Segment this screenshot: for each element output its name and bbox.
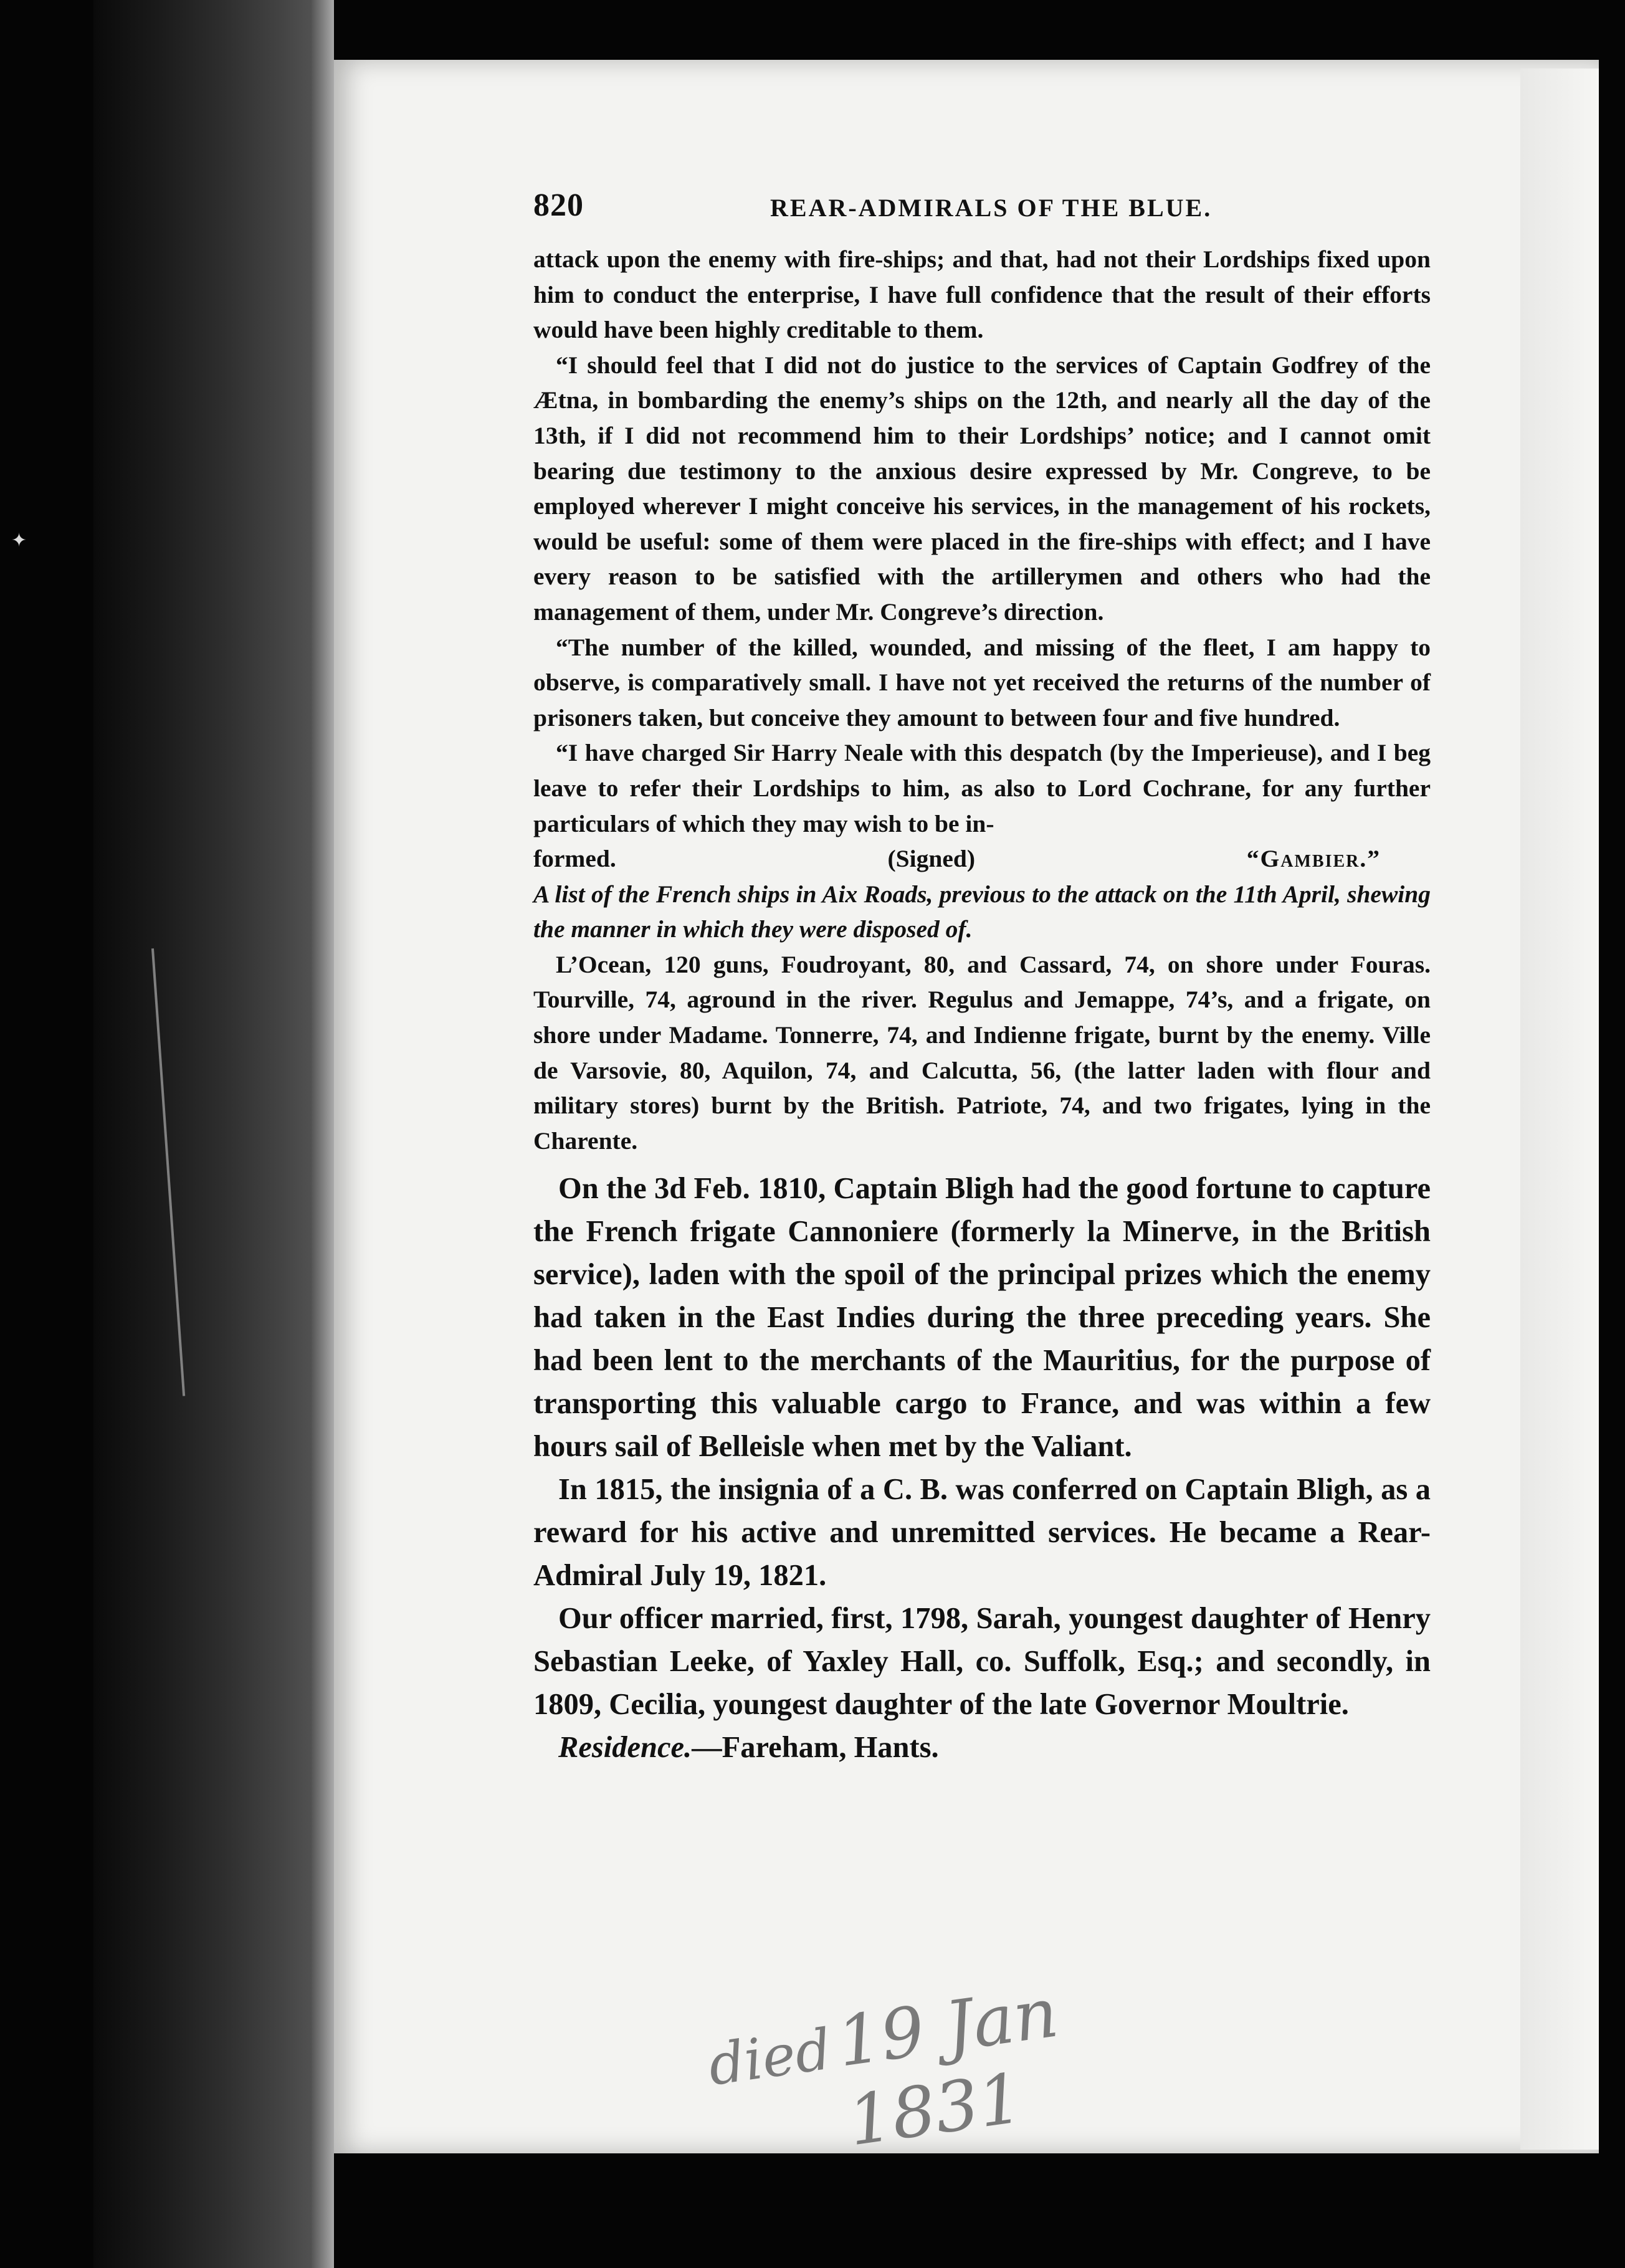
narrative-paragraph: Our officer married, first, 1798, Sarah, youngest daughter of Henry Sebastian Leeke, of Yaxley Hall, co. Suffolk, Esq.; and secondly, in 1809, Cecilia, youngest daughter of the late Governor Moultrie. xyxy=(533,1602,1431,1722)
letter-paragraph: attack upon the enemy with fire-ships; and that, had not their Lordships fixed upon him to conduct the enterprise, I have full confidence that the result of their efforts would have been highly creditable to them. xyxy=(533,245,1431,344)
narrative-paragraph: In 1815, the insignia of a C. B. was conferred on Captain Bligh, as a reward for his active and unremitted services. He became a Rear-Admiral July 19, 1821. xyxy=(533,1473,1431,1593)
residence-value: —Fareham, Hants. xyxy=(692,1731,939,1765)
letter-paragraph: “I have charged Sir Harry Neale with this despatch (by the Imperieuse), and I beg leave to refer their Lordships to him, as also to Lord Cochrane, for any further particulars of which they may wish to be in- xyxy=(533,739,1431,837)
page-header xyxy=(533,187,1431,237)
narrative-section xyxy=(533,1167,1431,1769)
ship-list-heading: A list of the French ships in Aix Roads, previous to the attack on the 11th April, shewing the manner in which they were disposed of. xyxy=(533,880,1431,943)
letter-paragraph: “I should feel that I did not do justice to the services of Captain Godfrey of the Ætna, in bombarding the enemy’s ships on the 12th, and nearly all the day of the 13th, if I did not recommend him to their Lordships’ notice; and I cannot omit bearing due testimony to the anxious desire expressed by Mr. Congreve, to be employed wherever I might conceive his services, in the management of his rockets, would be useful: some of them were placed in the fire-ships with effect; and I have every reason to be satisfied with the artillerymen and others who had the management of them, under Mr. Congreve’s direction. xyxy=(533,351,1431,626)
page-right-edge xyxy=(1520,69,1599,2150)
margin-mark: ✦ xyxy=(11,530,27,551)
signature-line xyxy=(533,841,1431,877)
narrative-paragraph: On the 3d Feb. 1810, Captain Bligh had the good fortune to capture the French frigate Cannoniere (formerly la Minerve, in the British service), laden with the spoil of the principal prizes which the enemy had taken in the East Indies during the three preceding years. She had been lent to the merchants of the Mauritius, for the purpose of transporting this valuable cargo to France, and was within a few hours sail of Belleisle when met by the Valiant. xyxy=(533,1172,1431,1464)
page-gutter xyxy=(312,0,334,2268)
signature: “Gambier.” xyxy=(1246,845,1381,873)
letter-paragraph-end: formed. xyxy=(533,845,616,873)
handwritten-date: 19 Jan 1831 xyxy=(832,1972,1063,2161)
letter-section xyxy=(533,242,1431,1158)
book-spine xyxy=(93,0,330,2268)
page-number: 820 xyxy=(533,188,584,223)
residence-line xyxy=(533,1726,1431,1769)
letter-paragraph: “The number of the killed, wounded, and missing of the fleet, I am happy to observe, is comparatively small. I have not yet received the returns of the number of prisoners taken, but conceive they amount to between four and five hundred. xyxy=(533,633,1431,731)
ship-list-body: L’Ocean, 120 guns, Foudroyant, 80, and Cassard, 74, on shore under Fouras. Tourville, 74, aground in the river. Regulus and Jemappe, 74’s, and a frigate, on shore under Madame. Tonnerre, 74, and Indienne frigate, burnt by the enemy. Ville de Varsovie, 80, Aquilon, 74, and Calcutta, 56, (the latter laden with flour and military stores) burnt by the British. Patriote, 74, and two frigates, lying in the Charente. xyxy=(533,950,1431,1155)
handwritten-word: died xyxy=(704,2016,836,2099)
signed-label: (Signed) xyxy=(887,845,975,873)
running-head: REAR-ADMIRALS OF THE BLUE. xyxy=(770,194,1213,222)
residence-label: Residence. xyxy=(558,1731,692,1765)
page-text xyxy=(533,242,1431,1769)
